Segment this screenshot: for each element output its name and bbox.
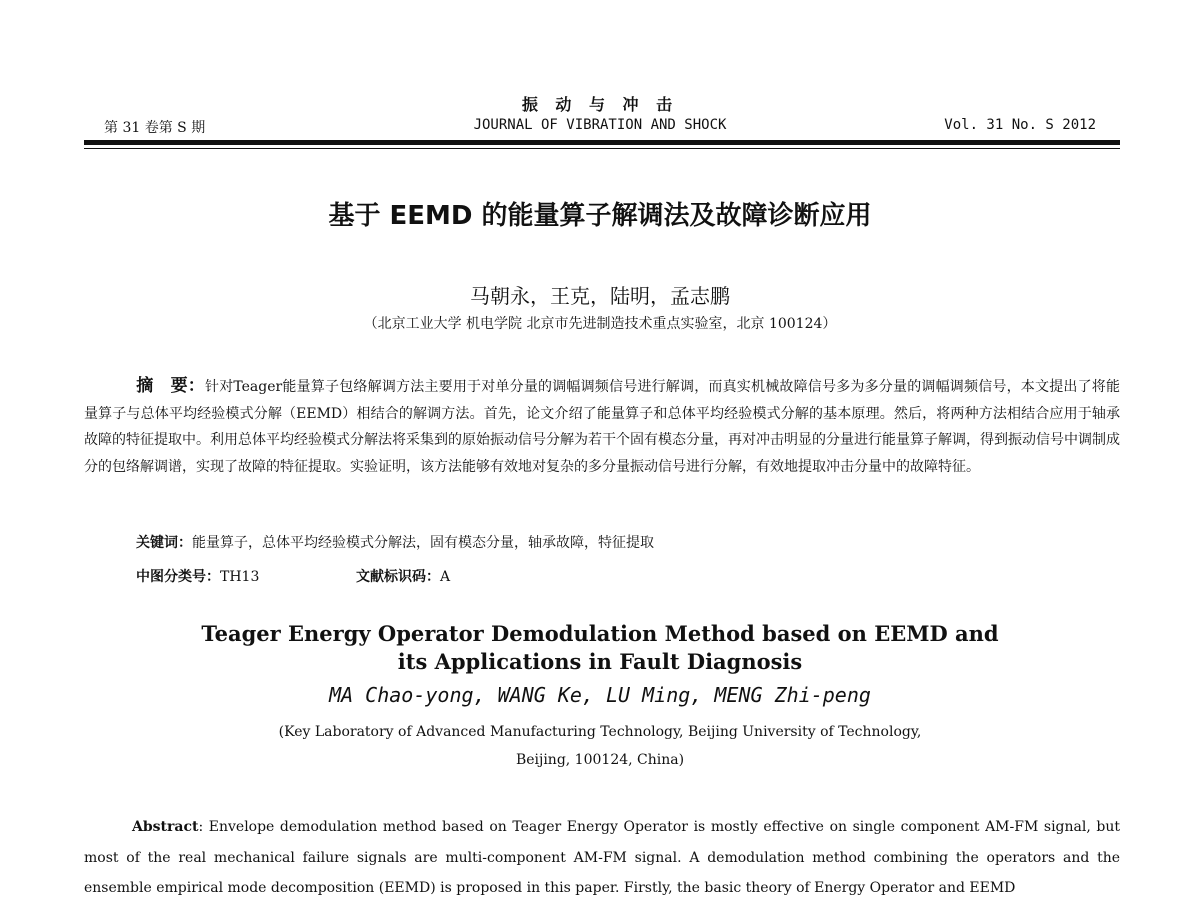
- authors-en: MA Chao-yong, WANG Ke, LU Ming, MENG Zhi-peng: [329, 683, 871, 707]
- keywords-cn-label: 关键词：: [136, 535, 192, 551]
- abstract-cn: [84, 373, 1120, 480]
- paper-title-cn: 基于 EEMD 的能量算子解调法及故障诊断应用: [328, 201, 872, 231]
- clc-number: [136, 566, 259, 586]
- abstract-cn-text: 针对Teager能量算子包络解调方法主要用于对单分量的调幅调频信号进行解调，而真实机械故障信号多为多分量的调幅调频信号，本文提出了将能量算子与总体平均经验模式分解（EEMD）相结合的解调方法。首先，论文介绍了能量算子和总体平均经验模式分解的基本原理。然后，将两种方法相结合应用于轴承故障的特征提取中。利用总体平均经验模式分解法将采集到的原始振动信号分解为若干个固有模态分量，再对冲击明显的分量进行能量算子解调，得到振动信号中调制成分的包络解调谱，实现了故障的特征提取。实验证明，该方法能够有效地对复杂的多分量振动信号进行分解，有效地提取冲击分量中的故障特征。: [84, 379, 1120, 475]
- volume-issue-en: Vol. 31 No. S 2012: [944, 117, 1096, 133]
- paper-title-en: [0, 620, 1200, 676]
- paper-title-en-line1: Teager Energy Operator Demodulation Method based on EEMD and: [201, 621, 999, 646]
- abstract-en: [84, 812, 1120, 904]
- header-rule-thick: [84, 140, 1120, 145]
- journal-name-cn: 振 动 与 冲 击: [521, 95, 679, 114]
- document-code-label: 文献标识码：: [356, 569, 440, 585]
- abstract-cn-label: 摘 要：: [136, 376, 205, 396]
- keywords-cn-text: 能量算子，总体平均经验模式分解法，固有模态分量，轴承故障，特征提取: [192, 535, 654, 551]
- affiliation-en-line1: (Key Laboratory of Advanced Manufacturing Technology, Beijing University of Technology,: [278, 724, 922, 740]
- document-code-value: A: [440, 569, 451, 585]
- header-rule-thin: [84, 148, 1120, 149]
- affiliation-cn: （北京工业大学 机电学院 北京市先进制造技术重点实验室，北京 100124）: [363, 316, 837, 332]
- volume-issue-cn: 第 31 卷第 S 期: [104, 120, 206, 136]
- authors-cn: 马朝永，王克，陆明，孟志鹏: [470, 284, 730, 308]
- clc-label: 中图分类号：: [136, 569, 220, 585]
- journal-name-en: JOURNAL OF VIBRATION AND SHOCK: [473, 117, 727, 133]
- clc-value: TH13: [220, 569, 260, 585]
- affiliation-en-line2: Beijing, 100124, China): [515, 752, 685, 768]
- paper-title-en-line2: its Applications in Fault Diagnosis: [397, 649, 803, 674]
- abstract-en-label: Abstract: [132, 819, 199, 835]
- document-code: [356, 566, 450, 586]
- abstract-en-text: : Envelope demodulation method based on Teager Energy Operator is mostly effective on single component AM-FM signal, but most of the real mechanical failure signals are multi-component AM-FM signal. A demodulation method combining the operators and the ensemble empirical mode decomposition (EEMD) is proposed in this paper. Firstly, the basic theory of Energy Operator and EEMD: [84, 819, 1120, 896]
- affiliation-en: [0, 718, 1200, 774]
- keywords-cn: [136, 532, 654, 552]
